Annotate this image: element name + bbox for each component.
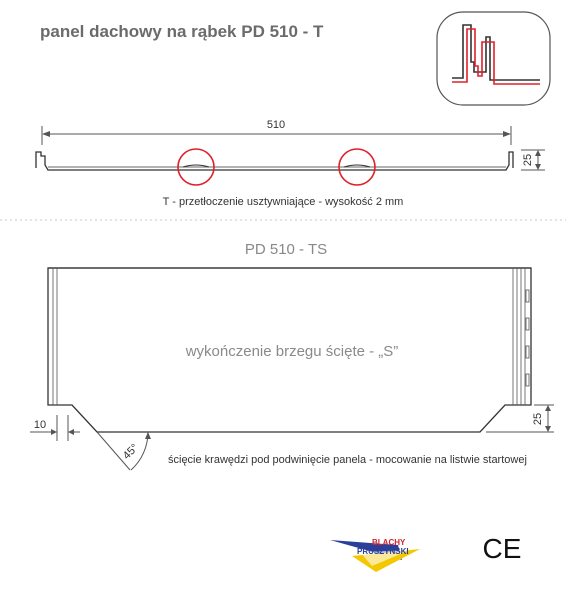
cut-edge-caption: ścięcie krawędzi pod podwinięcie panela - mocowanie na listwie startowej <box>168 454 527 466</box>
top-profile-section <box>36 119 545 208</box>
edge-width-label: 10 <box>33 419 47 431</box>
edge-height-label: 25 <box>532 412 544 426</box>
panel-ts-title: PD 510 - TS <box>244 241 328 258</box>
bottom-panel-section <box>30 241 554 470</box>
stiffening-caption: T - przetłoczenie usztywniające - wysokość 2 mm <box>162 196 404 208</box>
profile-height-label: 25 <box>522 153 534 167</box>
logo-line1: BLACHY <box>372 538 406 547</box>
width-label: 510 <box>266 119 286 131</box>
seam-detail-inset <box>437 12 550 105</box>
blachy-pruszynski-logo <box>330 538 420 572</box>
mounting-slots <box>526 290 529 386</box>
edge-finish-label: wykończenie brzegu ścięte - „S” <box>185 343 399 360</box>
logo-line2: PRUSZYŃSKI <box>357 547 409 556</box>
angle-label: 45° <box>120 441 142 463</box>
page-title: panel dachowy na rąbek PD 510 - T <box>40 22 324 41</box>
ce-mark: CE <box>482 533 522 564</box>
